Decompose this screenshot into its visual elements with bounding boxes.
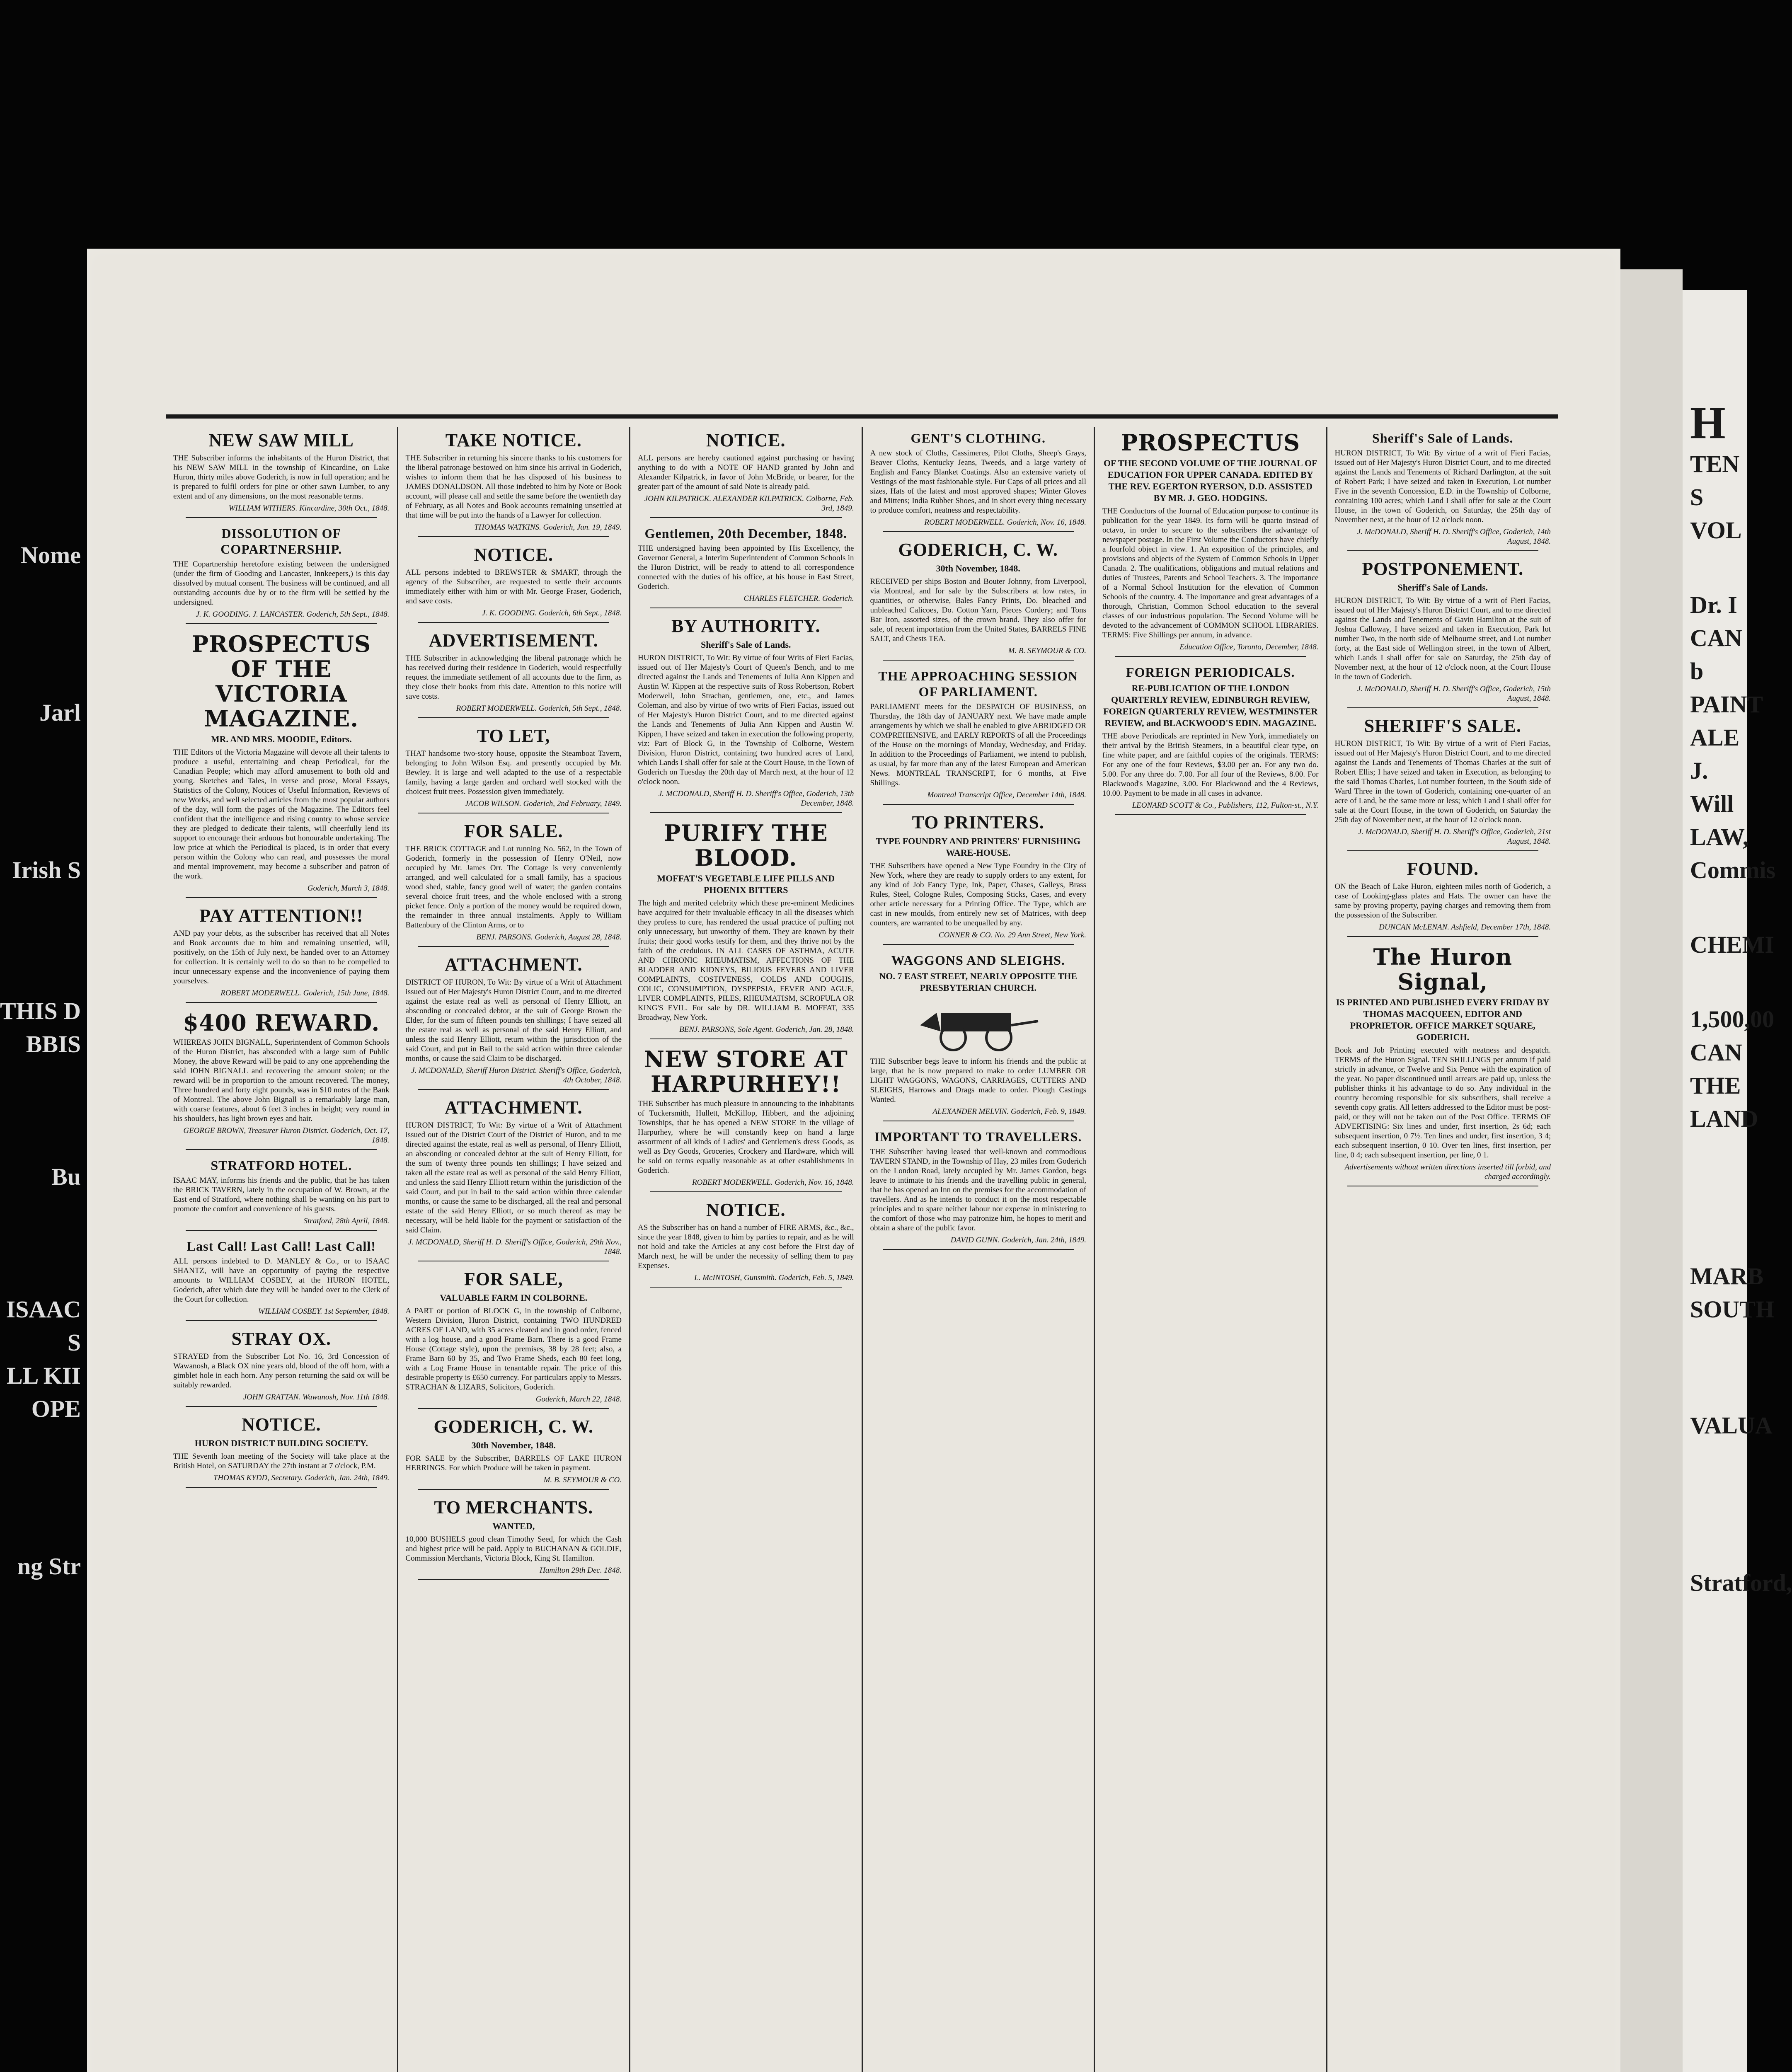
ad-signature: Advertisements without written directions inserted till forbid, and charged accordingly. (1344, 1163, 1551, 1181)
ad-signature: BENJ. PARSONS. Goderich, August 28, 1848. (476, 933, 622, 942)
advertisement (406, 1097, 622, 1261)
ad-headline: ATTACHMENT. (445, 954, 583, 975)
right-strip-line: ALE (1690, 724, 1740, 751)
ad-signature: Goderich, March 22, 1848. (535, 1395, 622, 1404)
ad-body-text: The high and merited celebrity which these pre-eminent Medicines have acquired for their invaluable efficacy in all the diseases which they profess to cure, has rendered the usual practice of puffing not only unnecessary, but unworthy of them. They are known by their fruits; their good works testify for them, and they thrive not by the faith of the credulous. IN ALL CASES OF ASTHMA, ACUTE AND CHRONIC RHEUMATISM, AFFECTIONS OF THE BLADDER AND KIDNEYS, BILIOUS FEVERS AND LIVER COMPLAINTS, COSTIVENESS, COLDS AND COUGHS, COLIC, CONSUMPTION, DYSPEPSIA, FEVER AND AGUE, LIVER COMPLAINTS, PILES, RHEUMATISM, SCROFULA OR KING'S EVIL. For sale by DR. WILLIAM B. MOFFAT, 335 Broadway, New York. (638, 899, 854, 1022)
ad-signature: DUNCAN McLENAN. Ashfield, December 17th, 1848. (1379, 923, 1551, 932)
ad-body-text: THE Editors of the Victoria Magazine will devote all their talents to produce a useful, entertaining and cheap Periodical, for the Canadian People; which may afford amusement to both old and young. Sketches and Tales, in verse and prose, Moral Essays, Statistics of the Colony, Notices of Useful Information, Reviews of new Works, and well selected articles from the most popular authors of the day, will form the pages of the Magazine. The Editors feel confident that the intelligence and rising country to whose service they are pledged to dedicate their talents, will cheerfully lend its support to encourage their arduous but honourable undertaking. The low price at which the Periodical is placed, is in order that every person within the Colony who can read, and possesses the moral and mental improvement, may become a subscriber and patron of the work. (173, 748, 390, 881)
ad-separator (1347, 936, 1539, 937)
ad-body-text: RECEIVED per ships Boston and Bouter Johnny, from Liverpool, via Montreal, and for sale by the Subscribers at low rates, in quantities, or otherwise, Bales Fancy Prints, Do. bleached and unbleached Calicoes, Do. Cotton Yarn, Pieces Cordery; and Tons Bar Iron, assorted sizes, of the crown brand. They also offer for sale, of recent importation from the United States, BARRELS FINE SALT, and Chests TEA. (870, 577, 1086, 643)
ad-headline: The Huron Signal, (1373, 944, 1513, 995)
advertisement (1335, 859, 1551, 937)
ad-body-text: THE Subscriber begs leave to inform his friends and the public at large, that he is now prepared to make to order LUMBER OR LIGHT WAGGONS, WAGONS, CARRIAGES, CUTTERS AND SLEIGHS, Harrows and Drags made to order. Plough Castings Wanted. (870, 1057, 1086, 1104)
ad-body-text: HURON DISTRICT, To Wit: By virtue of four Writs of Fieri Facias, issued out of Her Majesty's Court of Queen's Bench, and to me directed against the Lands and Tenements of Julia Ann Kippen and Austin W. Kippen at the respective suits of Ross Robertson, Robert Moderwell, John Strachan, gentlemen, one, etc., and James Coleman, and also by virtue of two writs of Fieri Facias, issued out of Her Majesty's Huron District Court, and to me directed against the Lands and Tenements of Julia Ann Kippen and Austin W. Kippen, I have seized and taken in execution the following property, viz: Part of Block G, in the Township of Colborne, Western Division, Huron District, containing two hundred acres of Land, which Lands I shall offer for sale at the Court House, in the Town of Goderich on Tuesday the 20th day of March next, at the hour of 12 o'clock noon. (638, 654, 854, 786)
right-strip-line: VOL (1690, 517, 1742, 544)
ad-signature: GEORGE BROWN, Treasurer Huron District. Goderich, Oct. 17, 1848. (183, 1126, 390, 1145)
ad-body-text: FOR SALE by the Subscriber, BARRELS OF LAKE HURON HERRINGS. For which Produce will be taken in payment. (405, 1454, 622, 1472)
ad-signature: Stratford, 28th April, 1848. (303, 1217, 390, 1225)
ad-body-text: HURON DISTRICT, To Wit: By virtue of a writ of Fieri Facias, issued out of Her Majesty's Huron District Court, and to me directed against the Lands and Tenements of Thomas Charles at the suit of Robert Ellis; I have seized and taken in Execution, as belonging to the said Thomas Charles, Lot number fourteen, in the South side of Ward Three in the town of Goderich, containing one-quarter of an acre of Land, be the same more or less; which Land I shall offer for sale at the Court House, in the town of Goderich, on Saturday the 25th day of November next, at the hour of 12 o'clock noon. (1334, 739, 1551, 824)
ad-headline: Gentlemen, 20th December, 1848. (644, 526, 847, 541)
page-edge (1620, 269, 1683, 2072)
ad-headline: NOTICE. (474, 545, 554, 565)
ad-separator (650, 1191, 842, 1192)
advertisement (870, 812, 1087, 945)
advertisement (870, 540, 1087, 661)
ad-body-text: ALL persons indebted to D. MANLEY & Co., or to ISAAC SHANTZ, will have an opportunity of paying the respective amounts to WILLIAM COSBEY, at the HURON HOTEL, Goderich, after which date they will be handed over to the Clerk of the Court for collection. (173, 1257, 390, 1304)
advertisement (638, 1200, 854, 1288)
top-rule (166, 414, 1558, 419)
ad-body-text: PARLIAMENT meets for the DESPATCH OF BUSINESS, on Thursday, the 18th day of JANUARY next. We have made ample arrangements by which we shall be enabled to give ABRIDGED OR COMPREHENSIVE, and EARLY REPORTS of all the Proceedings of the House on the mornings of Monday, Wednesday, and Friday. In addition to the Proceedings of Parliament, we intend to publish, as usual, by far more than any of the latest European and American News. MONTREAL TRANSCRIPT, for 6 months, at Five Shillings. (870, 702, 1086, 787)
right-strip-line: CAN (1690, 1039, 1742, 1066)
ad-signature: WILLIAM COSBEY. 1st September, 1848. (258, 1307, 390, 1316)
right-strip-line: 1,500,00 (1690, 1006, 1774, 1033)
ad-body-text: THE Subscriber in returning his sincere thanks to his customers for the liberal patronage bestowed on him since his arrival in Goderich, wishes to inform them that he has disposed of his business to JAMES DONALDSON. All those indebted to him by Note or Book account, will please call and settle the same before the twentieth day of February, as all Notes and Book accounts remaining unsettled at that time will be put into the hands of a Lawyer for collection. (405, 454, 622, 520)
ad-body-text: HURON DISTRICT, To Wit: By virtue of a writ of Fieri Facias, issued out of Her Majesty's Huron District Court, and to me directed against the Lands and Tenements of Gavin Hamilton at the suit of Joshua Calloway, I have seized and taken in Execution, Park lot number Two, in the north side of Melbourne street, and Lot number forty, at the East side of Wellington street, in the town of Albert, which Lands I shall offer for sale on Saturday, the 25th day of November next, at the hour of 12 o'clock noon, at the Court House in the town of Goderich. (1334, 596, 1551, 681)
ad-separator (186, 1406, 377, 1407)
ad-headline: FOR SALE, (464, 1269, 563, 1289)
adjacent-page-left-edge (0, 539, 85, 2072)
left-strip-line: BBIS (26, 1031, 81, 1058)
ad-separator (883, 944, 1074, 945)
ad-headline: NOTICE. (706, 430, 786, 450)
ad-body-text: THAT handsome two-story house, opposite the Steamboat Tavern, belonging to John Wilson Esq. and presently occupied by Mr. Bewley. It is large and well adapted to the use of a respectable family, having a large garden and orchard well stocked with the choicest fruit trees. Possession given immediately. (405, 749, 622, 796)
right-strip-line: CHEMI (1690, 931, 1774, 958)
left-strip-line: Irish S (12, 857, 81, 884)
ad-signature: J. MCDONALD, Sheriff Huron District. Sheriff's Office, Goderich, 4th October, 1848. (411, 1066, 622, 1084)
ad-headline: WAGGONS AND SLEIGHS. (891, 953, 1065, 968)
advertisement (406, 1269, 622, 1409)
ad-subheading: RE-PUBLICATION OF THE LONDON QUARTERLY REVIEW, EDINBURGH REVIEW, FOREIGN QUARTERLY REVIEW, WESTMINSTER REVIEW, and BLACKWOOD'S EDIN. MAGAZINE. (1103, 683, 1318, 728)
ad-subheading: MR. AND MRS. MOODIE, Editors. (211, 734, 352, 744)
right-strip-line: Will (1690, 790, 1734, 817)
right-strip-line: PAINT (1690, 691, 1763, 718)
advertisement (173, 1414, 390, 1488)
ad-signature: M. B. SEYMOUR & CO. (1008, 646, 1086, 655)
advertisement (1335, 430, 1551, 551)
ad-headline: FOUND. (1407, 859, 1479, 879)
advertisement (1335, 559, 1551, 708)
ad-signature: ROBERT MODERWELL. Goderich, Nov. 16, 1848. (692, 1178, 854, 1187)
ad-body-text: WHEREAS JOHN BIGNALL, Superintendent of Common Schools of the Huron District, has absconded with a large sum of Public Money, the above Reward will be paid to any one apprehending the said JOHN BIGNALL and recovering the amount stolen; or the reward will be in proportion to the amount recovered. The money, Three hundred and forty eight pounds, was in $10 notes of the Bank of Montreal. The above John Bignall is a remarkably large man, with coarse features, about 6 feet 3 inches in height; very round in his shoulders, has light brown eyes and hair. (173, 1038, 390, 1123)
ad-separator (418, 1089, 610, 1090)
ad-signature: ROBERT MODERWELL. Goderich, 5th Sept., 1848. (456, 704, 622, 713)
ad-headline: STRATFORD HOTEL. (211, 1158, 352, 1173)
ad-signature: J. McDONALD, Sheriff H. D. Sheriff's Office, Goderich, 21st August, 1848. (1358, 828, 1551, 846)
ad-body-text: THE Subscribers have opened a New Type Foundry in the City of New York, where they are ready to supply orders to any extent, for any kind of Job Fancy Type, Ink, Paper, Chases, Galleys, Brass Rules, Steel, Cologne Rules, Composing Sticks, Cases, and every other article necessary for a Printing Office. The Type, which are cast in new moulds, from entirely new set of Matrices, with deep counters, are warranted to be unequalled by any. (870, 862, 1086, 927)
column-1 (166, 427, 398, 2072)
ad-body-text: HURON DISTRICT, To Wit: By virtue of a Writ of Attachment issued out of the District Court of the District of Huron, and to me directed against the estate, real as well as personal, of Henry Elliott, an absconding or concealed debtor at the suit of Henry Elliott, for the sum of twenty three pounds ten shillings; I have seized and taken all the estate real as well as personal of the said Henry Elliott, and unless the said Henry Elliott return within the jurisdiction of the said Court, and put in bail to the said action within three calendar months, or cause the same to be discharged, all the real and personal estate of the said Henry Elliott, or so much thereof as may be necessary, will be held liable for the payment or satisfaction of the said Claim. (405, 1121, 622, 1234)
ad-subheading: NO. 7 EAST STREET, NEARLY OPPOSITE THE PRESBYTERIAN CHURCH. (879, 971, 1078, 993)
ad-separator (883, 531, 1074, 532)
ad-separator (418, 946, 610, 947)
ad-separator (883, 660, 1074, 661)
ad-headline: DISSOLUTION OF COPARTNERSHIP. (220, 526, 342, 557)
ad-subheading: IS PRINTED AND PUBLISHED EVERY FRIDAY BY THOMAS MACQUEEN, EDITOR AND PROPRIETOR. OFFICE MARKET SQUARE, GODERICH. (1336, 997, 1550, 1042)
ad-body-text: THE undersigned having been appointed by His Excellency, the Governor General, a Interim Superintendent of Common Schools in the Huron District, will be ready to attend to all correspondence connected with the duties of his office, at his house in East Street, Goderich. (638, 544, 854, 591)
ad-headline: $400 REWARD. (183, 1009, 380, 1036)
ad-body-text: ALL persons are hereby cautioned against purchasing or having anything to do with a NOTE OF HAND granted by John and Alexander Kilpatrick, in favor of John McBride, or bearer, for the greater part of the amount of said Note is already paid. (638, 454, 854, 491)
ad-headline: TAKE NOTICE. (445, 430, 582, 450)
ad-headline: PROSPECTUS OF THE VICTORIA MAGAZINE. (191, 631, 371, 732)
ad-body-text: ALL persons indebted to BREWSTER & SMART, through the agency of the Subscriber, are requested to settle their accounts immediately either with him or with Mr. George Fraser, Goderich, and save costs. (405, 568, 622, 605)
ad-subheading: Sheriff's Sale of Lands. (1397, 582, 1488, 593)
ad-separator (186, 623, 377, 624)
ad-headline: TO MERCHANTS. (434, 1497, 593, 1518)
ad-signature: WILLIAM WITHERS. Kincardine, 30th Oct., 1848. (228, 504, 390, 513)
ad-separator (1347, 707, 1539, 708)
advertisement (870, 668, 1087, 805)
ad-separator (650, 1287, 842, 1288)
ad-signature: BENJ. PARSONS, Sole Agent. Goderich, Jan. 28, 1848. (679, 1025, 854, 1034)
advertisement (638, 616, 854, 813)
ad-separator (186, 1320, 377, 1321)
advertisement (406, 821, 622, 947)
advertisement (638, 525, 854, 608)
ad-signature: J. K. GOODING. J. LANCASTER. Goderich, 5th Sept., 1848. (196, 610, 390, 619)
ad-signature: J. McDONALD, Sheriff H. D. Sheriff's Office, Goderich, 14th August, 1848. (1357, 528, 1551, 546)
ad-body-text: THE Seventh loan meeting of the Society will take place at the British Hotel, on SATURDAY the 27th instant at 7 o'clock, P.M. (173, 1452, 390, 1470)
ad-headline: NOTICE. (241, 1414, 321, 1435)
right-strip-line: H (1690, 397, 1726, 448)
left-strip-line: OPE (31, 1395, 81, 1422)
ad-body-text: A PART or portion of BLOCK G, in the township of Colborne, Western Division, Huron District, containing TWO HUNDRED ACRES OF LAND, with 35 acres cleared and in good order, fenced with a log house, and a good Frame Barn. There is a good Frame House (Cottage style), upon the premises, 38 by 28 feet; also, a Frame Barn 60 by 35, and Two Frame Sheds, each 80 feet long, with a Log Frame House in tenantable repair. The price of this desirable property is £650 currency. For particulars apply to Messrs. STRACHAN & LIZARS, Solicitors, Goderich. (405, 1307, 622, 1392)
advertisement (173, 525, 390, 624)
ad-separator (883, 804, 1074, 805)
ad-body-text: THE Subscriber in acknowledging the liberal patronage which he has received during their residence in Goderich, would respectfully request the immediate settlement of all accounts due to the firm, as they close their books from this date. Attention to this notice will save costs. (405, 654, 622, 701)
ad-signature: JOHN KILPATRICK. ALEXANDER KILPATRICK. Colborne, Feb. 3rd, 1849. (644, 494, 854, 513)
advertisement (1335, 716, 1551, 851)
ad-headline: SHERIFF'S SALE. (1364, 716, 1521, 736)
right-strip-line: VALUA (1690, 1412, 1773, 1439)
ad-headline: Last Call! Last Call! Last Call! (186, 1239, 376, 1254)
ad-signature: CONNER & CO. No. 29 Ann Street, New York. (938, 931, 1086, 939)
advertisement (638, 821, 854, 1039)
ad-signature: DAVID GUNN. Goderich, Jan. 24th, 1849. (950, 1236, 1086, 1244)
ad-subheading: HURON DISTRICT BUILDING SOCIETY. (194, 1438, 368, 1448)
advertisement (406, 954, 622, 1090)
right-strip-line: Dr. I (1690, 591, 1737, 618)
ad-headline: NOTICE. (706, 1200, 786, 1220)
column-grid (166, 427, 1558, 2072)
advertisement (638, 430, 854, 518)
ad-separator (418, 622, 610, 623)
ad-headline: PURIFY THE BLOOD. (664, 820, 828, 871)
ad-headline: GODERICH, C. W. (433, 1416, 593, 1437)
advertisement (173, 430, 390, 518)
ad-subheading: VALUABLE FARM IN COLBORNE. (440, 1293, 588, 1303)
advertisement (1102, 664, 1319, 815)
ad-headline: IMPORTANT TO TRAVELLERS. (874, 1129, 1082, 1144)
ad-separator (883, 1249, 1074, 1250)
left-strip-line: THIS D (0, 997, 81, 1024)
advertisement (406, 1416, 622, 1490)
advertisement (406, 726, 622, 813)
ad-separator (186, 1230, 377, 1231)
ad-signature: Education Office, Toronto, December, 1848. (1179, 643, 1319, 651)
right-strip-line: MARB (1690, 1263, 1764, 1290)
ad-body-text: 10,000 BUSHELS good clean Timothy Seed, for which the Cash and highest price will be paid. Apply to BUCHANAN & GOLDIE, Commission Merchants, Victoria Block, King St. Hamilton. (405, 1535, 622, 1563)
advertisement (406, 630, 622, 718)
ad-separator (1115, 814, 1306, 815)
ad-signature: ROBERT MODERWELL. Goderich, Nov. 16, 1848. (924, 518, 1086, 527)
wagon-woodcut-icon (870, 996, 1087, 1054)
ad-subheading: WANTED, (492, 1521, 535, 1531)
ad-subheading: 30th November, 1848. (471, 1440, 556, 1450)
page-content (166, 414, 1558, 2072)
ad-separator (418, 1579, 610, 1580)
advertisement (870, 952, 1087, 1121)
ad-subheading: 30th November, 1848. (936, 563, 1020, 574)
left-strip-line: Nome (21, 542, 81, 569)
right-strip-line: LAW, (1690, 823, 1749, 850)
ad-signature: Goderich, March 3, 1848. (307, 884, 390, 893)
ad-headline: BY AUTHORITY. (671, 616, 821, 636)
ad-body-text: THE Subscriber informs the inhabitants of the Huron District, that his NEW SAW MILL in the township of Kincardine, on Lake Huron, thirty miles above Goderich, is now in full operation; and he is prepared to fulfil orders for pine or other sawn Lumber, to any extent and of any dimensions, on the most reasonable terms. (173, 454, 390, 501)
ad-headline: GODERICH, C. W. (898, 540, 1058, 560)
ad-subheading: Sheriff's Sale of Lands. (700, 639, 791, 650)
ad-headline: FOREIGN PERIODICALS. (1126, 665, 1295, 680)
ad-headline: TO LET, (477, 726, 550, 746)
ad-separator (186, 517, 377, 518)
ad-separator (186, 1149, 377, 1150)
ad-separator (418, 717, 610, 718)
left-strip-line: ISAAC S (6, 1296, 81, 1356)
advertisement (173, 632, 390, 898)
ad-separator (650, 517, 842, 518)
ad-signature: J. McDONALD, Sheriff H. D. Sheriff's Office, Goderich, 15th August, 1848. (1357, 685, 1551, 703)
advertisement (870, 430, 1087, 532)
ad-separator (186, 1487, 377, 1488)
advertisement (406, 430, 622, 537)
ad-body-text: Book and Job Printing executed with neatness and despatch. TERMS of the Huron Signal. TEN SHILLINGS per annum if paid strictly in advance, or Twelve and Six Pence with the expiration of the year. No paper discontinued until arrears are paid up, unless the publisher thinks it his advantage to do so. Any individual in the country becoming responsible for six subscribers, shall receive a seventh copy gratis. All letters addressed to the Editor must be post-paid, or they will not be taken out of the Post Office. TERMS OF ADVERTISING: Six lines and under, first insertion, 2s 6d; each subsequent insertion, 0 7½. Ten lines and under, first insertion, 3 4; each subsequent insertion, 0 10. Over ten lines, first insertion, per line, 0 4; each subsequent insertion, per line, 0 1. (1334, 1046, 1551, 1159)
ad-headline: NEW SAW MILL (208, 430, 354, 450)
ad-signature: JOHN GRATTAN. Wawanosh, Nov. 11th 1848. (243, 1393, 390, 1402)
ad-headline: FOR SALE. (464, 821, 563, 841)
ad-headline: PROSPECTUS (1121, 429, 1300, 456)
ad-signature: THOMAS KYDD, Secretary. Goderich, Jan. 24th, 1849. (213, 1474, 390, 1482)
ad-separator (650, 812, 842, 813)
ad-headline: Sheriff's Sale of Lands. (1372, 431, 1514, 445)
ad-signature: ROBERT MODERWELL. Goderich, 15th June, 1848. (220, 989, 390, 997)
ad-headline: GENT'S CLOTHING. (911, 431, 1046, 445)
ad-headline: STRAY OX. (231, 1329, 331, 1349)
left-strip-line: LL KII (7, 1362, 81, 1389)
advertisement (406, 545, 622, 623)
ad-body-text: ON the Beach of Lake Huron, eighteen miles north of Goderich, a case of Looking-glass plates and Hats. The owner can have the same by proving property, paying charges and removing them from the possession of the Subscriber. (1334, 882, 1551, 920)
adjacent-page-right-edge (1683, 290, 1792, 2072)
ad-signature: Montreal Transcript Office, December 14th, 1848. (927, 791, 1086, 799)
advertisement (173, 1329, 390, 1407)
ad-separator (1115, 656, 1306, 657)
ad-separator (650, 1038, 842, 1039)
ad-signature: J. MCDONALD, Sheriff H. D. Sheriff's Office, Goderich, 29th Nov., 1848. (408, 1238, 622, 1256)
ad-signature: J. K. GOODING. Goderich, 6th Sept., 1848. (482, 609, 622, 617)
right-strip-line: SOUTH (1690, 1296, 1775, 1323)
ad-body-text: THE Subscriber has much pleasure in announcing to the inhabitants of Tuckersmith, Hullett, McKillop, Hibbert, and the adjoining Townships, that he has opened a NEW STORE in the village of Harpurhey, where he will constantly keep on hand a large assortment of all kinds of Ladies' and Gentlemen's dress Goods, as well as Dry Goods, Groceries, Crockery and Hardware, which will be sold on terms equally reasonable as at other establishments in Goderich. (638, 1099, 854, 1175)
advertisement (1335, 944, 1551, 1186)
ad-body-text: AS the Subscriber has on hand a number of FIRE ARMS, &c., &c., since the year 1848, given to him by parties to repair, and as he will not hold and take the Articles at any cost before the First day of March next, he will be under the necessity of selling them to pay Expenses. (638, 1223, 854, 1270)
right-strip-line: Stratford, (1690, 1569, 1792, 1596)
advertisement (173, 1157, 390, 1231)
ad-body-text: THE BRICK COTTAGE and Lot running No. 562, in the Town of Goderich, formerly in the possession of Henry O'Neil, now occupied by Mr. James Orr. The Cottage is very conveniently arranged, and well calculated for a small family, has a spacious wood shed, stable, fancy good well of water; the garden contains several choice fruit trees, and the whole enclosed with a strong picket fence. Only a portion of the money would be required down, the remainder in three annual instalments. Apply to William Battenbury of the Clinton Arms, or to (405, 845, 622, 929)
ad-subheading: MOFFAT'S VEGETABLE LIFE PILLS AND PHOENIX BITTERS (657, 873, 835, 895)
ad-separator (186, 897, 377, 898)
ad-headline: PAY ATTENTION!! (199, 905, 363, 926)
advertisement (406, 1497, 622, 1580)
column-5 (1095, 427, 1327, 2072)
ad-signature: L. McINTOSH, Gunsmith. Goderich, Feb. 5, 1849. (694, 1273, 854, 1282)
right-strip-line: CAN b (1690, 625, 1742, 685)
ad-body-text: STRAYED from the Subscriber Lot No. 16, 3rd Concession of Wawanosh, a Black OX nine years old, blood of the off horn, with a gimblet hole in each horn. Any person returning the said ox will be suitably rewarded. (173, 1352, 390, 1389)
ad-separator (1347, 550, 1539, 551)
ad-signature: M. B. SEYMOUR & CO. (543, 1476, 622, 1484)
left-strip-line: Jarl (39, 699, 81, 726)
ad-signature: ALEXANDER MELVIN. Goderich, Feb. 9, 1849. (932, 1107, 1086, 1116)
ad-body-text: THE Conductors of the Journal of Education purpose to continue its publication for the year 1849. Its form will be quarto instead of octavo, in order to secure to the subscribers the advantage of newspaper postage. In the First Volume the Conductors have chiefly a fourfold object in view. 1. An exposition of the principles, and provisions and objects of the System of Common Schools in Upper Canada. 2. The qualifications, obligations and mutual relations and duties of Trustees, Parents and School Teachers. 3. The importance of a Normal School Institution for the elevation of Common Schools of the country. 4. The importance and great advantages of a thorough, Christian, Common School education to the several classes of our industrious population. The Second Volume will be devoted to the advancement of COMMON SCHOOL LIBRARIES. TERMS: Five Shillings per annum, in advance. (1102, 507, 1319, 639)
ad-subheading: OF THE SECOND VOLUME OF THE JOURNAL OF EDUCATION FOR UPPER CANADA. EDITED BY THE REV. EGERTON RYERSON, D.D. ASSISTED BY MR. J. GEO. HODGINS. (1103, 458, 1317, 503)
ad-headline: POSTPONEMENT. (1362, 559, 1524, 579)
left-strip-line: Bu (51, 1163, 81, 1190)
advertisement (173, 905, 390, 1003)
right-strip-line: J. (1690, 757, 1708, 784)
ad-separator (418, 536, 610, 537)
right-strip-line: THE (1690, 1072, 1741, 1099)
ad-signature: CHARLES FLETCHER. Goderich. (743, 594, 854, 603)
ad-headline: NEW STORE AT HARPURHEY!! (644, 1046, 848, 1097)
advertisement (173, 1010, 390, 1150)
ad-body-text: A new stock of Cloths, Cassimeres, Pilot Cloths, Sheep's Grays, Beaver Cloths, Kentucky Jeans, Tweeds, and a large variety of English and Fancy Blanket Coatings. Also an extensive variety of Vestings of the most fashionable style. Fur Caps of all prices and all sizes, Hats of the latest and most approved shapes; Winter Gloves and Mittens; India Rubber Shoes, and in short every thing necessary to produce comfort, neatness and respectability. (870, 449, 1086, 515)
advertisement (638, 1047, 854, 1192)
ad-signature: Hamilton 29th Dec. 1848. (540, 1566, 622, 1575)
ad-headline: ADVERTISEMENT. (429, 630, 598, 651)
column-2 (398, 427, 631, 2072)
ad-signature: THOMAS WATKINS. Goderich, Jan. 19, 1849. (474, 523, 622, 532)
column-3 (630, 427, 863, 2072)
ad-subheading: TYPE FOUNDRY AND PRINTERS' FURNISHING WARE-HOUSE. (876, 836, 1080, 858)
ad-signature: J. MCDONALD, Sheriff H. D. Sheriff's Office, Goderich, 13th December, 1848. (658, 789, 854, 808)
ad-body-text: THE above Periodicals are reprinted in New York, immediately on their arrival by the British Steamers, in a beautiful clear type, on fine white paper, and are faithful copies of the originals. TERMS: For any one of the four Reviews, $3.00 per an. For any two do. 5.00. For any three do. 7.00. For all four of the Reviews, 8.00. For Blackwood's Magazine, 3.00. For Blackwood and the 4 Reviews, 10.00. Payment to be made in all cases in advance. (1102, 732, 1319, 798)
right-strip-line: TEN S (1690, 450, 1740, 511)
column-6 (1327, 427, 1559, 2072)
ad-body-text: THE Subscriber having leased that well-known and commodious TAVERN STAND, in the Township of Hay, 23 miles from Goderich on the London Road, lately occupied by Mr. James Gordon, begs leave to intimate to his friends and the travelling public in general, that he has opened an Inn on the premises for the accommodation of travellers. And as he intends to conduct it on the most respectable principles and to spare neither labour nor expense in ministering to the comfort of those who may patronize him, he hopes to merit and obtain a share of the public favor. (870, 1147, 1086, 1232)
ad-headline: THE APPROACHING SESSION OF PARLIAMENT. (878, 668, 1078, 699)
ad-signature: JACOB WILSON. Goderich, 2nd February, 1849. (465, 799, 622, 808)
ad-separator (418, 1489, 610, 1490)
ad-body-text: AND pay your debts, as the subscriber has received that all Notes and Book accounts due to him and remaining unsettled, will, positively, on the 15th of July next, be handed over to an Attorney for collection. It is certainly well to do so than to be compelled to incur unnecessary expense and the inconvenience of paying them yourselves. (173, 929, 390, 985)
ad-body-text: ISAAC MAY, informs his friends and the public, that he has taken the BRICK TAVERN, lately in the occupation of W. Brown, at the East end of Stratford, where nothing shall be wanting on his part to promote the comfort and convenience of his guests. (173, 1176, 390, 1213)
ad-separator (186, 1002, 377, 1003)
advertisement (870, 1129, 1087, 1250)
ad-body-text: HURON DISTRICT, To Wit: By virtue of a writ of Fieri Facias, issued out of Her Majesty's Huron District Court, and to me directed against the Lands and Tenements of Richard Darlington, at the suit of Robert Park; I have seized and taken in Execution, Lot number Five in the seventh Concession, E.D. in the Township of Colborne, containing 100 acres; which Land I shall offer for sale at the Court House, in the town of Goderich, on Saturday, the 25th day of November next, at the hour of 12 o'clock noon. (1334, 449, 1551, 524)
right-strip-line: LAND (1690, 1105, 1758, 1132)
ad-body-text: DISTRICT OF HURON, To Wit: By virtue of a Writ of Attachment issued out of Her Majesty's Huron District Court, and to me directed against the estate real as well as personal of Henry Elliott, an absconding or concealed debtor, at the suit of George Brown the Elder, for the sum of fifteen pounds ten shillings; I have seized all the estate real as well as personal of the said Henry Elliott, and unless the said Henry Elliott, return within the jurisdiction of the said Court, and put in Bail to the said action within three calendar months, or cause the said Claim to be discharged. (405, 978, 622, 1063)
column-4 (863, 427, 1095, 2072)
ad-separator (418, 1408, 610, 1409)
ad-separator (1347, 850, 1539, 851)
ad-headline: TO PRINTERS. (912, 812, 1044, 833)
right-strip-line: Commis (1690, 857, 1776, 884)
left-strip-line: ng Str (17, 1553, 81, 1580)
advertisement (173, 1238, 390, 1321)
ad-signature: LEONARD SCOTT & Co., Publishers, 112, Fulton-st., N.Y. (1132, 801, 1319, 810)
advertisement (1102, 430, 1319, 657)
ad-body-text: THE Copartnership heretofore existing between the undersigned (under the firm of Gooding and Lancaster, Innkeepers,) is this day dissolved by mutual consent. The business will be continued, and all outstanding accounts due by or to the firm will be settled by the undersigned. (173, 560, 390, 607)
ad-headline: ATTACHMENT. (445, 1097, 583, 1118)
